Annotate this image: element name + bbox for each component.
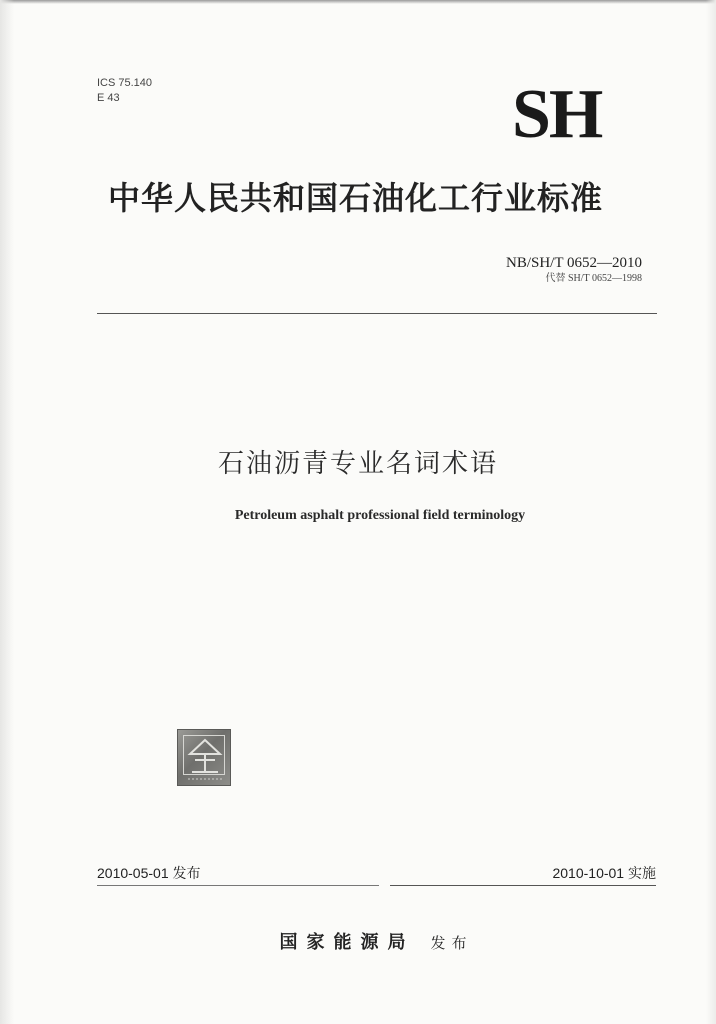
issuer-organization: 国家能源局 xyxy=(279,932,415,953)
header-divider xyxy=(97,313,657,314)
issuer-action: 发布 xyxy=(430,934,473,952)
standard-number-block xyxy=(506,254,642,285)
document-title-chinese: 石油沥青专业名词术语 xyxy=(217,449,498,479)
ccs-code: E 43 xyxy=(97,92,120,104)
ics-code: ICS 75.140 xyxy=(97,77,153,89)
sh-logo: SH xyxy=(512,76,602,153)
standard-number: NB/SH/T 0652—2010 xyxy=(506,255,642,271)
standard-category-title: 中华人民共和国石油化工行业标准 xyxy=(108,179,604,217)
issuer-line xyxy=(0,928,716,954)
implementation-date: 2010-10-01 实施 xyxy=(552,865,656,881)
document-title-english: Petroleum asphalt professional field terminology xyxy=(234,508,526,523)
anti-counterfeit-seal xyxy=(177,729,231,786)
seal-emblem-icon xyxy=(178,730,232,787)
scan-edge-top xyxy=(0,0,716,4)
release-underline xyxy=(97,885,379,886)
classification-codes xyxy=(97,76,152,106)
replaces-standard: 代替 SH/T 0652—1998 xyxy=(545,273,642,284)
release-date: 2010-05-01 发布 xyxy=(97,865,201,881)
implementation-underline xyxy=(390,885,656,886)
